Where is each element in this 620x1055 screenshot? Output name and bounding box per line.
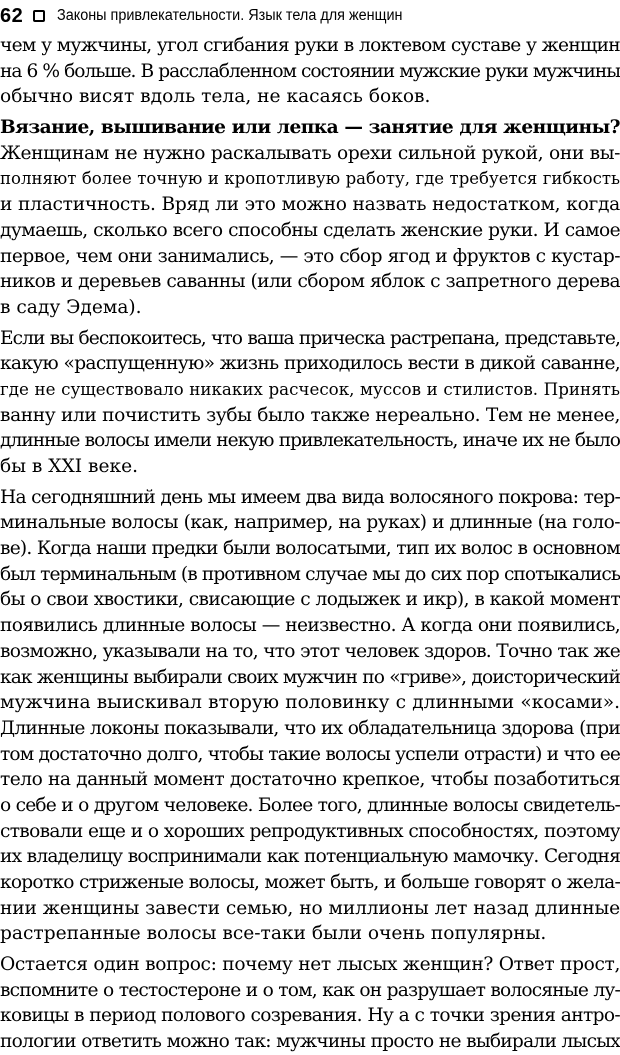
text-line: том достаточно долго, чтобы такие волосы успели отрасти) и что ее: [0, 743, 620, 765]
paragraph: [0, 326, 620, 480]
text-line: тело на данный момент достаточно крепкое, чтобы позаботиться: [0, 769, 620, 791]
text-line: коротко стриженые волосы, может быть, и больше говорят о жела-: [0, 872, 620, 893]
text-line: пологии ответить можно так: мужчины просто не выбирали лысых: [0, 1031, 620, 1053]
running-title: Законы привлекательности. Язык тела для женщин: [57, 7, 403, 24]
text-line: Остается один вопрос: почему нет лысых женщин? Ответ прост,: [0, 954, 620, 976]
text-line: как женщины выбирали своих мужчин по «гриве», доисторический: [0, 666, 620, 688]
text-line: появились длинные волосы — неизвестно. А когда они появились,: [0, 615, 620, 637]
text-line: бы о свои хвостики, свисающие с лодыжек и икр), в какой момент: [0, 589, 620, 611]
text-line: вспомните о тестостероне и о том, как он разрушает волосяные лу-: [0, 979, 620, 1001]
text-line: на 6 % больше. В расслабленном состоянии мужские руки мужчины: [0, 60, 620, 82]
text-line: Если вы беспокоитесь, что ваша прическа растрепана, представьте,: [0, 327, 620, 349]
text-line: растрепанные волосы все-таки были очень популярны.: [0, 923, 547, 945]
text-line: обычно висят вдоль тела, не касаясь боков.: [0, 86, 431, 108]
text-line: в саду Эдема).: [0, 296, 142, 318]
text-line: был терминальным (в противном случае мы до сих пор спотыкались: [0, 563, 620, 585]
text-line: какую «распущенную» жизнь приходилось вести в дикой саванне,: [0, 353, 620, 375]
text-line: где не существовало никаких расчесок, муссов и стилистов. Принять: [0, 378, 620, 399]
text-line: возможно, указывали на то, что этот человек здоров. Точно так же: [0, 640, 620, 662]
paragraph: [0, 115, 620, 321]
text-line: мужчина выискивал вторую половинку с длинными «косами».: [0, 692, 620, 714]
page-number: 62: [0, 4, 24, 27]
text-line: На сегодняшний день мы имеем два вида волосяного покрова: тер-: [0, 486, 620, 508]
text-line: о себе и о другом человеке. Более того, длинные волосы свидетель-: [0, 794, 620, 816]
text-line: их владелицу воспринимали как потенциальную мамочку. Сегодня: [0, 846, 620, 868]
section-heading: Вязание, вышивание или лепка — занятие для женщины?: [0, 117, 620, 139]
square-bullet-icon: [33, 10, 45, 22]
text-line: длинные волосы имели некую привлекательность, иначе их не было: [0, 430, 620, 452]
text-line: полняют более точную и кропотливую работу, где требуется гибкость: [0, 169, 620, 189]
text-line: первое, чем они занимались, — это сбор ягод и фруктов с кустар-: [0, 245, 620, 267]
text-line: Женщинам не нужно раскалывать орехи сильной рукой, они вы-: [0, 142, 620, 164]
paragraph: [0, 485, 620, 947]
text-line: нии женщины завести семью, но миллионы лет назад длинные: [0, 897, 620, 919]
text-line: думаешь, сколько всего способны сделать женские руки. И самое: [0, 219, 620, 241]
text-line: минальные волосы (как, например, на руках) и длинные (на голо-: [0, 512, 620, 534]
text-line: ников и деревьев саванны (или сбором яблок с запретного дерева: [0, 271, 620, 293]
text-line: чем у мужчины, угол сгибания руки в локтевом суставе у женщин: [0, 35, 620, 56]
paragraph: [0, 952, 620, 1055]
page-header: [0, 0, 620, 32]
text-line: ковицы в период полового созревания. Ну а с точки зрения антро-: [0, 1005, 620, 1027]
text-line: ве). Когда наши предки были волосатыми, тип их волос в основном: [0, 538, 620, 560]
text-line: ствовали еще и о хороших репродуктивных способностях, поэтому: [0, 820, 620, 842]
text-line: ванну или почистить зубы было также нереально. Тем не менее,: [0, 404, 620, 426]
text-line: и пластичность. Вряд ли это можно назвать недостатком, когда: [0, 194, 620, 216]
paragraph: [0, 33, 620, 110]
text-line: бы в XXI веке.: [0, 456, 139, 477]
body-text: [0, 33, 620, 1055]
text-line: Длинные локоны показывали, что их обладательница здорова (при: [0, 717, 620, 739]
